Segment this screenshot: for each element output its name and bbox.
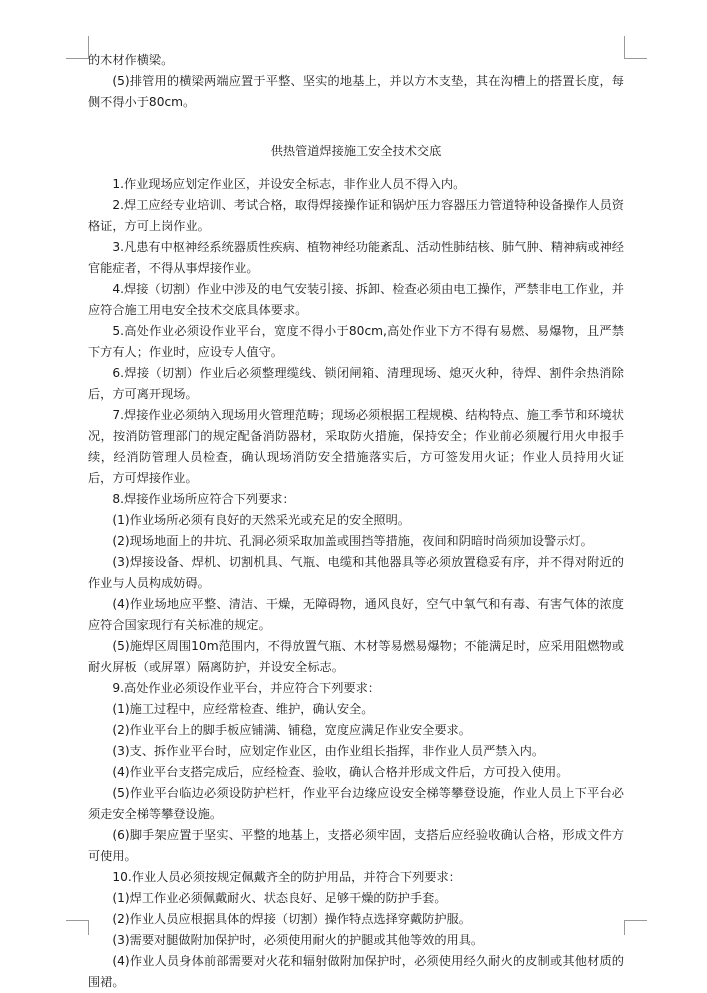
- paragraph: (1)作业场所必须有良好的天然采光或充足的安全照明。: [112, 513, 410, 527]
- paragraph: (6)脚手架应置于坚实、平整的地基上，支搭必须牢固，支搭后应经验收确认合格，形成文件方可使用。: [88, 828, 624, 863]
- paragraph: (3)需要对腿做附加保护时，必须使用耐火的护腿或其他等效的用具。: [112, 933, 484, 947]
- paragraph: (4)作业人员身体前部需要对火花和辐射做附加保护时，必须使用经久耐火的皮制或其他材质的围裙。: [88, 954, 624, 989]
- paragraph: (4)作业场地应平整、清洁、干燥，无障碍物，通风良好，空气中氧气和有毒、有害气体的浓度应符合国家现行有关标准的规定。: [88, 597, 624, 632]
- paragraph: (2)现场地面上的井坑、孔洞必须采取加盖或围挡等措施，夜间和阴暗时尚须加设警示灯。: [112, 534, 593, 548]
- paragraph: (2)作业人员应根据具体的焊接（切割）操作特点选择穿戴防护服。: [112, 912, 471, 926]
- paragraph: (1)焊工作业必须佩戴耐火、状态良好、足够干燥的防护手套。: [112, 891, 447, 905]
- paragraph: (3)支、拆作业平台时，应划定作业区，由作业组长指挥，非作业人员严禁入内。: [112, 744, 545, 758]
- paragraph: (3)焊接设备、焊机、切割机具、气瓶、电缆和其他器具等必须放置稳妥有序，并不得对附近的作业与人员构成妨碍。: [88, 555, 624, 590]
- paragraph: (5)施焊区周围10m范围内，不得放置气瓶、木材等易燃易爆物；不能满足时，应采用阻燃物或耐火屏板（或屏罩）隔离防护，并设安全标志。: [88, 639, 624, 674]
- paragraph: 7.焊接作业必须纳入现场用火管理范畴；现场必须根据工程规模、结构特点、施工季节和环境状况，按消防管理部门的规定配备消防器材，采取防火措施，保持安全；作业前必须履行用火申报手续，经消防管理人员检查，确认现场消防安全措施落实后，方可签发用火证；作业人员持用火证后，方可焊接作业。: [88, 408, 624, 485]
- paragraph: 4.焊接（切割）作业中涉及的电气安装引接、拆卸、检查必须由电工操作，严禁非电工作业，并应符合施工用电安全技术交底具体要求。: [88, 282, 624, 317]
- paragraph: 9.高处作业必须设作业平台，并应符合下列要求：: [112, 681, 380, 695]
- paragraph: 8.焊接作业场所应符合下列要求：: [112, 492, 295, 506]
- intro-line-1: 的木材作横梁。: [88, 53, 174, 67]
- crop-mark-top-right: [624, 36, 647, 59]
- paragraph: (5)作业平台临边必须设防护栏杆，作业平台边缘应设安全梯等攀登设施，作业人员上下平台必须走安全梯等攀登设施。: [88, 786, 624, 821]
- paragraph: 3.凡患有中枢神经系统器质性疾病、植物神经功能紊乱、活动性肺结核、肺气肿、精神病或神经官能症者，不得从事焊接作业。: [88, 240, 624, 275]
- paragraph: 1.作业现场应划定作业区，并设安全标志，非作业人员不得入内。: [112, 177, 466, 191]
- document-body: [88, 50, 624, 993]
- crop-mark-top-left: [66, 36, 89, 59]
- paragraph: (1)施工过程中，应经常检查、维护，确认安全。: [112, 702, 374, 716]
- paragraph: 5.高处作业必须设作业平台，宽度不得小于80cm,高处作业下方不得有易燃、易爆物，且严禁下方有人；作业时，应设专人值守。: [88, 324, 624, 359]
- paragraph: 2.焊工应经专业培训、考试合格，取得焊接操作证和锅炉压力容器压力管道特种设备操作人员资格证，方可上岗作业。: [88, 198, 624, 233]
- intro-line-2: (5)排管用的横梁两端应置于平整、坚实的地基上，并以方木支垫，其在沟槽上的搭置长度，每侧不得小于80cm。: [88, 74, 624, 109]
- paragraph: 10.作业人员必须按规定佩戴齐全的防护用品，并符合下列要求：: [112, 870, 461, 884]
- paragraph: (2)作业平台上的脚手板应铺满、铺稳，宽度应满足作业安全要求。: [112, 723, 471, 737]
- document-title: 供热管道焊接施工安全技术交底: [270, 144, 442, 158]
- paragraph: (4)作业平台支搭完成后，应经检查、验收，确认合格并形成文件后，方可投入使用。: [112, 765, 569, 779]
- paragraph: 6.焊接（切割）作业后必须整理缆线、锁闭闸箱、清理现场、熄灭火种，待焊、割件余热消除后，方可离开现场。: [88, 366, 624, 401]
